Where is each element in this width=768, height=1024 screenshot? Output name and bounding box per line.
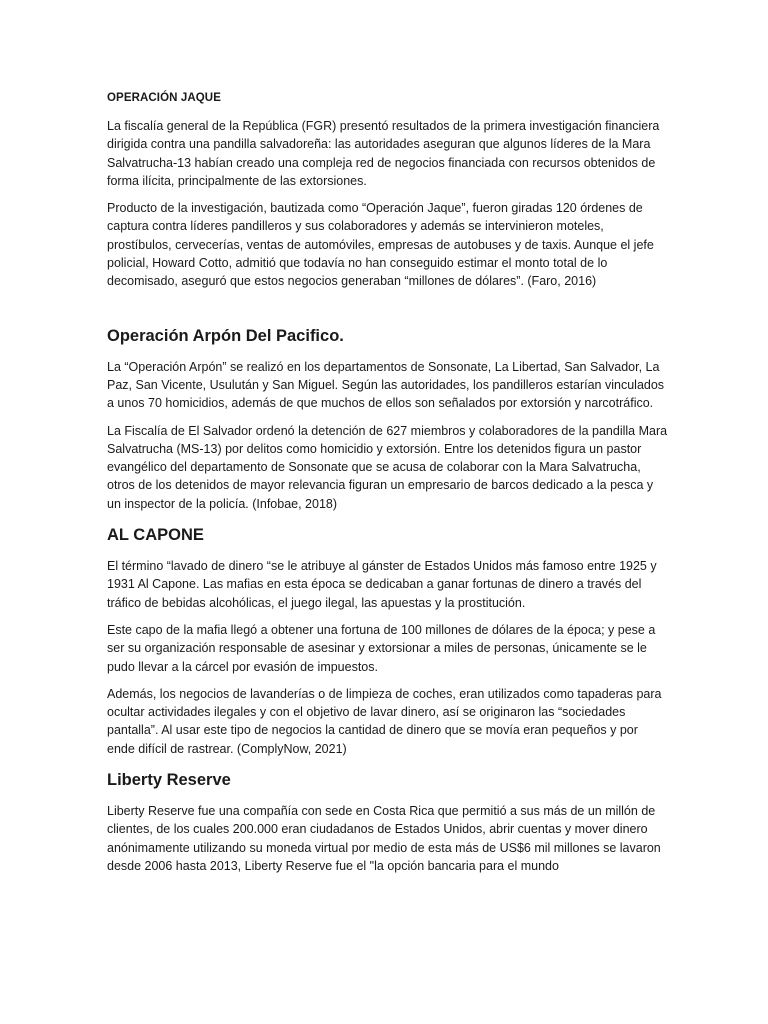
section-title-operacion-jaque: OPERACIÓN JAQUE — [107, 92, 221, 104]
paragraph: Además, los negocios de lavanderías o de limpieza de coches, eran utilizados como tapaderas para ocultar actividades ilegales y con el objetivo de lavar dinero, así se originaron las “sociedades pantalla”. Al usar este tipo de negocios la cantidad de dinero que se movía eran pequeños y por ende difícil de rastrear. (ComplyNow, 2021) — [107, 686, 662, 756]
section-title-operacion-arpon: Operación Arpón Del Pacifico. — [107, 326, 344, 345]
paragraph: Liberty Reserve fue una compañía con sede en Costa Rica que permitió a sus más de un millón de clientes, de los cuales 200.000 eran ciudadanos de Estados Unidos, abrir cuentas y mover dinero anónimamente utilizando su moneda virtual por medio de esta más de US$6 mil millones se lavaron desde 2006 hasta 2013, Liberty Reserve fue el "la opción bancaria para el mundo — [107, 804, 661, 873]
paragraph: Este capo de la mafia llegó a obtener una fortuna de 100 millones de dólares de la época; y pese a ser su organización responsable de asesinar y extorsionar a miles de personas, únicamente se le pudo llevar a la cárcel por evasión de impuestos. — [107, 622, 656, 674]
paragraph: Producto de la investigación, bautizada como “Operación Jaque”, fueron giradas 120 órdenes de captura contra líderes pandilleros y sus colaboradores y además se intervinieron moteles, prostíbulos, cervecerías, ventas de automóviles, empresas de autobuses y de taxis. Aunque el jefe policial, Howard Cotto, admitió que todavía no han conseguido estimar el monto total de lo decomisado, aseguró que estos negocios generaban “millones de dólares”. (Faro, 2016) — [107, 201, 654, 289]
paragraph: El término “lavado de dinero “se le atribuye al gánster de Estados Unidos más famoso entre 1925 y 1931 Al Capone. Las mafias en esta época se dedicaban a ganar fortunas de dinero a través del tráfico de bebidas alcohólicas, el juego ilegal, las apuestas y la prostitución. — [107, 559, 657, 610]
paragraph: La “Operación Arpón” se realizó en los departamentos de Sonsonate, La Libertad, San Salvador, La Paz, San Vicente, Usulután y San Miguel. Según las autoridades, los pandilleros estarían vinculados a unos 70 homicidios, además de que muchos de ellos son señalados por extorsión y narcotráfico. — [107, 359, 665, 411]
paragraph: La Fiscalía de El Salvador ordenó la detención de 627 miembros y colaboradores de la pandilla Mara Salvatrucha (MS-13) por delitos como homicidio y extorsión. Entre los detenidos figura un pastor evangélico del departamento de Sonsonate que se acusa de colaborar con la Mara Salvatrucha, otros de los detenidos de mayor relevancia figuran un empresario de barcos dedicado a la pesca y un inspector de la policía. (Infobae, 2018) — [107, 423, 668, 511]
section-title-liberty-reserve: Liberty Reserve — [107, 771, 231, 790]
paragraph: La fiscalía general de la República (FGR) presentó resultados de la primera investigación financiera dirigida contra una pandilla salvadoreña: las autoridades aseguran que algunos líderes de la Mara Salvatrucha-13 habían creado una compleja red de negocios financiada con recursos obtenidos de forma ilícita, principalmente de las extorsiones. — [107, 119, 660, 188]
section-title-al-capone: AL CAPONE — [107, 526, 204, 545]
spacer — [107, 300, 668, 327]
